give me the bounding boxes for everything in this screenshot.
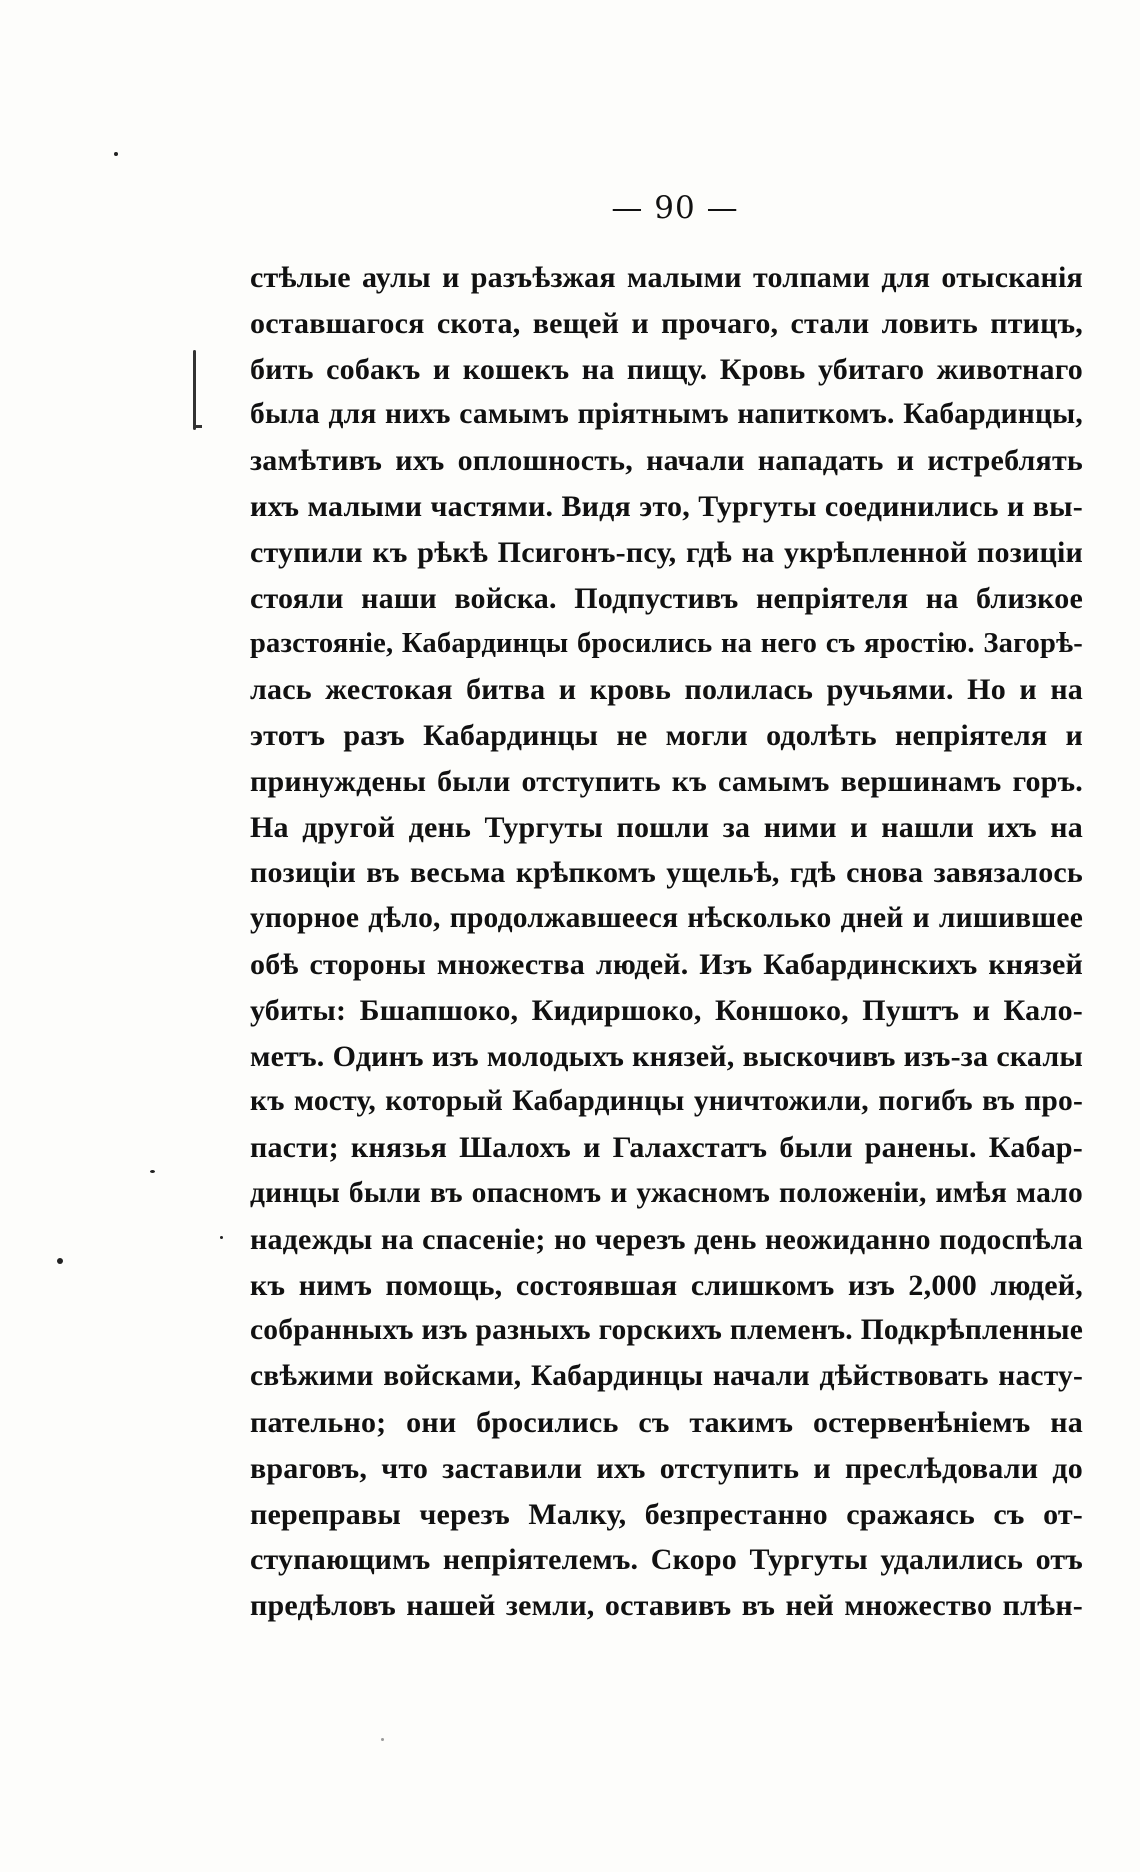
text-line: На другой день Тургуты пошли за ними и нашли ихъ на bbox=[250, 810, 1083, 844]
page-number: — 90 — bbox=[611, 190, 739, 226]
text-line: стѣлые аулы и разъѣзжая малыми толпами для отысканія bbox=[250, 261, 1083, 294]
text-line: динцы были въ опасномъ и ужасномъ положеніи, имѣя мало bbox=[250, 1176, 1083, 1209]
text-line: пательно; они бросились съ такимъ остервенѣніемъ на bbox=[250, 1405, 1083, 1439]
speck bbox=[381, 1738, 384, 1741]
text-line: разстояніе, Кабардинцы бросились на него съ яростію. Загорѣ- bbox=[250, 628, 1083, 660]
text-line: позиціи въ весьма крѣпкомъ ущельѣ, гдѣ снова завязалось bbox=[250, 856, 1083, 890]
text-line: убиты: Бшапшоко, Кидиршоко, Коншоко, Пуштъ и Кало- bbox=[250, 993, 1083, 1027]
margin-pencil-mark-end bbox=[196, 425, 202, 428]
text-line: враговъ, что заставили ихъ отступить и преслѣдовали до bbox=[250, 1451, 1083, 1485]
text-line: ихъ малыми частями. Видя это, Тургуты соединились и вы- bbox=[250, 489, 1083, 523]
text-line: пасти; князья Шалохъ и Галахстатъ были ранены. Кабар- bbox=[250, 1131, 1083, 1165]
text-line: замѣтивъ ихъ оплошность, начали нападать и истреблять bbox=[250, 444, 1083, 478]
text-line: обѣ стороны множества людей. Изъ Кабардинскихъ князей bbox=[250, 947, 1083, 981]
text-line: упорное дѣло, продолжавшееся нѣсколько дней и лишившее bbox=[250, 902, 1083, 935]
text-line: надежды на спасеніе; но черезъ день неожиданно подоспѣла bbox=[250, 1222, 1083, 1256]
text-line: къ нимъ помощь, состоявшая слишкомъ изъ 2,000 людей, bbox=[250, 1268, 1083, 1302]
text-line: предѣловъ нашей земли, оставивъ въ ней множество плѣн- bbox=[250, 1589, 1083, 1623]
margin-pencil-mark bbox=[193, 350, 196, 430]
text-line: была для нихъ самымъ пріятнымъ напиткомъ. Кабардинцы, bbox=[250, 398, 1083, 431]
text-line: стояли наши войска. Подпустивъ непріятеля на близкое bbox=[250, 581, 1083, 615]
text-line: бить собакъ и кошекъ на пищу. Кровь убитаго животнаго bbox=[250, 352, 1083, 386]
text-line: переправы черезъ Малку, безпрестанно сражаясь съ от- bbox=[250, 1497, 1083, 1531]
text-line: оставшагося скота, вещей и прочаго, стали ловить птицъ, bbox=[250, 306, 1083, 340]
text-line: ступили къ рѣкѣ Псигонъ-псу, гдѣ на укрѣпленной позиціи bbox=[250, 535, 1083, 569]
text-line: ступающимъ непріятелемъ. Скоро Тургуты удалились отъ bbox=[250, 1543, 1083, 1577]
speck bbox=[220, 1236, 223, 1239]
speck bbox=[57, 1258, 63, 1264]
text-line: лась жестокая битва и кровь полилась ручьями. Но и на bbox=[250, 673, 1083, 707]
body-text bbox=[250, 255, 1083, 1629]
text-line: метъ. Одинъ изъ молодыхъ князей, выскочивъ изъ-за скалы bbox=[250, 1039, 1083, 1073]
text-line: къ мосту, который Кабардинцы уничтожили, погибъ въ про- bbox=[250, 1085, 1083, 1118]
text-line: собранныхъ изъ разныхъ горскихъ племенъ. Подкрѣпленные bbox=[250, 1314, 1083, 1347]
speck bbox=[150, 1170, 155, 1173]
text-line: свѣжими войсками, Кабардинцы начали дѣйствовать насту- bbox=[250, 1360, 1083, 1393]
speck bbox=[114, 152, 118, 156]
text-line: принуждены были отступить къ самымъ вершинамъ горъ. bbox=[250, 764, 1083, 798]
text-line: этотъ разъ Кабардинцы не могли одолѣть непріятеля и bbox=[250, 718, 1083, 752]
